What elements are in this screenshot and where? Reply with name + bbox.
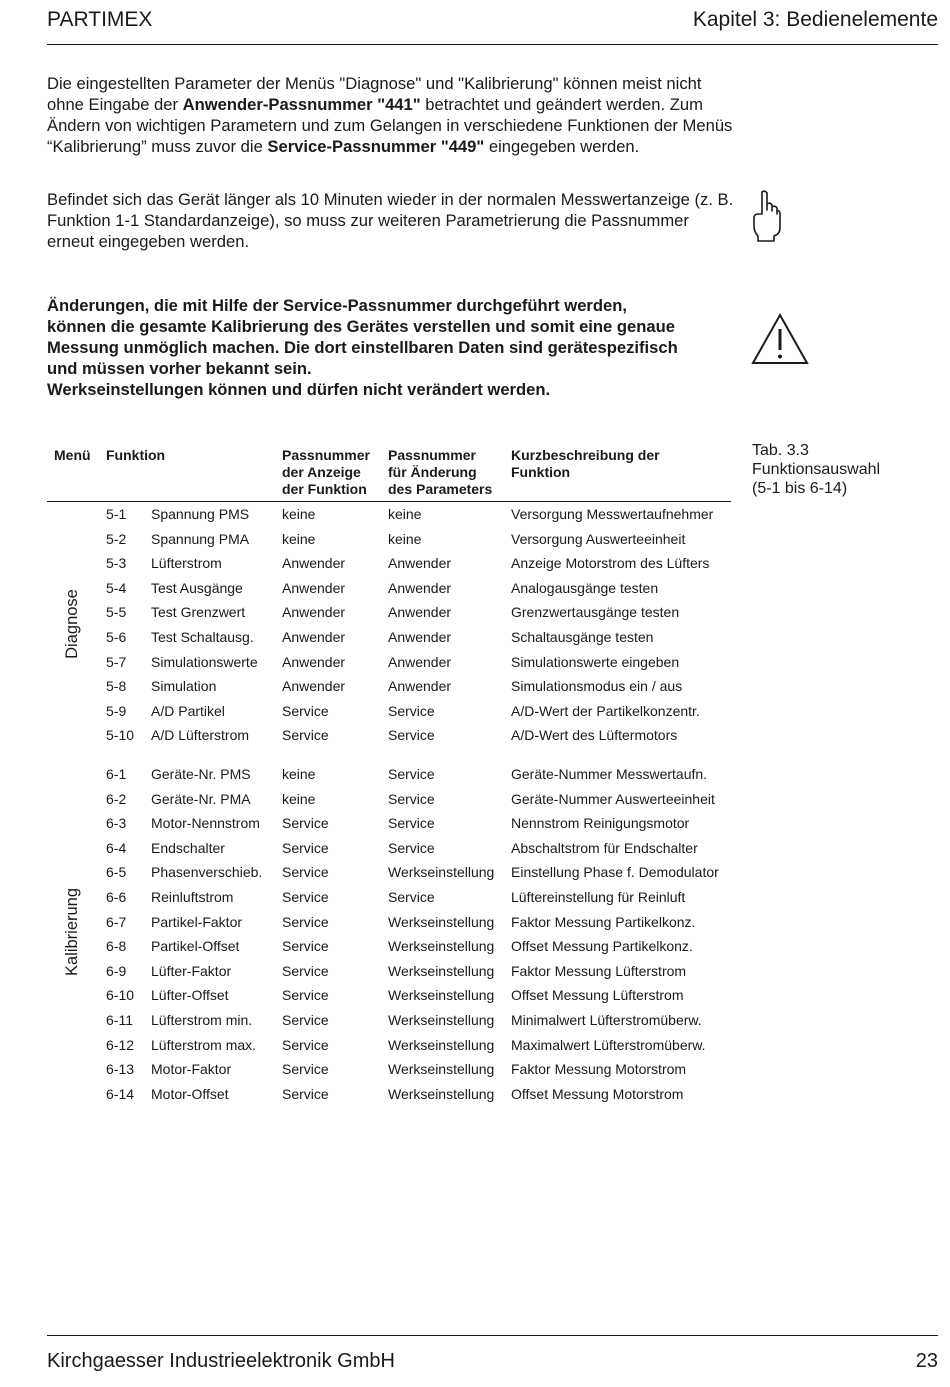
- table-cell: Offset Messung Lüfterstrom: [511, 987, 684, 1004]
- table-cell: Anwender: [282, 555, 346, 572]
- table-cell: 6-13: [106, 1061, 135, 1078]
- table-cell: Service: [282, 1085, 329, 1102]
- page-header: [47, 8, 938, 45]
- header-description: [511, 447, 660, 481]
- header-line: Kurzbeschreibung der: [511, 447, 660, 463]
- table-cell: Anwender: [388, 579, 452, 596]
- table-cell: Service: [282, 889, 329, 905]
- table-cell: Offset Messung Motorstrom: [511, 1085, 684, 1102]
- table-cell: Motor-Faktor: [151, 1061, 232, 1078]
- table-cell: Anwender: [282, 678, 346, 695]
- table-cell: 6-3: [106, 815, 127, 832]
- table-cell: Service: [282, 962, 329, 979]
- table-cell: A/D-Wert des Lüftermotors: [511, 727, 678, 744]
- warning-text: [47, 295, 747, 400]
- table-cell: Geräte-Nr. PMA: [151, 790, 251, 807]
- page-footer: [47, 1335, 938, 1381]
- table-cell: 6-5: [106, 864, 127, 881]
- header-line: der Anzeige: [282, 464, 361, 480]
- table-cell: keine: [282, 506, 316, 522]
- intro-text-2: betrachtet und geändert werden. Zum Ändern von wichtigen Parametern und zum Gelangen in verschiedene Funktionen der Menüs “Kalibrierung” muss zuvor die: [47, 95, 733, 156]
- caption-line: Funktionsauswahl: [752, 461, 881, 478]
- warning-triangle-icon: [750, 312, 810, 366]
- table-cell: Service: [282, 913, 329, 930]
- table-cell: Test Ausgänge: [151, 579, 243, 596]
- table-cell: Simulation: [151, 678, 217, 695]
- timeout-paragraph: Befindet sich das Gerät länger als 10 Minuten wieder in der normalen Messwertanzeige (z. B. Funktion 1-1 Standardanzeige), so muss zur weiteren Parametrierung die Passnummer erneut eingegeben werden.: [47, 190, 734, 251]
- header-function: Funktion: [106, 447, 166, 463]
- table-cell: keine: [282, 530, 316, 547]
- table-cell: Grenzwertausgänge testen: [511, 604, 680, 621]
- table-cell: 6-12: [106, 1036, 135, 1053]
- table-cell: keine: [282, 766, 316, 782]
- table-cell: 6-2: [106, 790, 127, 807]
- table-cell: Test Grenzwert: [151, 604, 246, 621]
- table-cell: Lüfterstrom min.: [151, 1012, 253, 1028]
- table-cell: 6-10: [106, 987, 135, 1004]
- table-cell: Lüftereinstellung für Reinluft: [511, 889, 686, 905]
- table-cell: Analogausgänge testen: [511, 579, 659, 596]
- table-cell: Partikel-Offset: [151, 938, 240, 955]
- table-cell: 6-11: [106, 1012, 133, 1028]
- table-cell: Motor-Offset: [151, 1085, 229, 1102]
- warning-line: und müssen vorher bekannt sein.: [47, 359, 312, 378]
- table-caption: [752, 441, 880, 498]
- user-passcode: Anwender-Passnummer "441": [182, 95, 421, 114]
- table-cell: 5-6: [106, 629, 127, 645]
- intro-paragraph: [47, 73, 737, 157]
- service-passcode: Service-Passnummer "449": [267, 137, 485, 156]
- table-cell: Anwender: [388, 629, 452, 645]
- header-line: Funktion: [511, 464, 571, 480]
- header-line: der Funktion: [282, 481, 367, 497]
- table-cell: 6-14: [106, 1085, 135, 1102]
- table-cell: Service: [388, 790, 435, 807]
- table-cell: 5-5: [106, 604, 127, 621]
- table-cell: Lüfterstrom max.: [151, 1036, 257, 1053]
- header-line: für Änderung: [388, 464, 477, 480]
- page-number: 23: [915, 1350, 938, 1372]
- header-brand: PARTIMEX: [47, 8, 153, 31]
- warning-line: Messung unmöglich machen. Die dort einstellbaren Daten sind gerätespezifisch: [47, 338, 678, 357]
- table-cell: Lüfter-Faktor: [151, 962, 232, 979]
- table-cell: Geräte-Nr. PMS: [151, 766, 251, 782]
- header-chapter: Kapitel 3: Bedienelemente: [692, 8, 938, 31]
- table-cell: Service: [388, 839, 435, 856]
- table-cell: 5-4: [106, 579, 127, 596]
- table-cell: 5-1: [106, 506, 127, 522]
- table-cell: Spannung PMS: [151, 506, 250, 522]
- table-cell: Service: [282, 727, 329, 744]
- header-line: Passnummer: [282, 447, 370, 463]
- table-cell: Nennstrom Reinigungsmotor: [511, 815, 690, 832]
- table-cell: Motor-Nennstrom: [151, 815, 260, 832]
- table-cell: Anzeige Motorstrom des Lüfters: [511, 555, 710, 572]
- table-cell: Service: [388, 815, 435, 832]
- table-cell: Lüfter-Offset: [151, 987, 229, 1004]
- warning-line: Änderungen, die mit Hilfe der Service-Passnummer durchgeführt werden,: [47, 296, 627, 315]
- table-cell: Werkseinstellung: [388, 913, 495, 930]
- table-cell: 5-8: [106, 678, 127, 695]
- table-cell: 6-4: [106, 839, 127, 856]
- table-cell: Werkseinstellung: [388, 1036, 495, 1053]
- table-cell: Anwender: [282, 604, 346, 621]
- table-cell: Werkseinstellung: [388, 962, 495, 979]
- table-cell: 5-9: [106, 702, 127, 719]
- table-cell: Geräte-Nummer Auswerteeinheit: [511, 790, 715, 807]
- table-cell: Service: [282, 815, 329, 832]
- table-cell: Service: [388, 889, 435, 905]
- header-line: des Parameters: [388, 481, 493, 497]
- table-cell: Faktor Messung Lüfterstrom: [511, 962, 687, 979]
- table-cell: Service: [282, 864, 329, 881]
- group-label-kalibrierung: Kalibrierung: [63, 887, 81, 977]
- intro-text-1: Die eingestellten Parameter der Menüs "Diagnose" und "Kalibrierung" können meist nicht ohne Eingabe der: [47, 74, 702, 114]
- table-cell: Endschalter: [151, 839, 225, 856]
- group-label-diagnose: Diagnose: [63, 589, 81, 659]
- table-cell: Anwender: [282, 579, 346, 596]
- table-cell: Service: [282, 1036, 329, 1053]
- table-cell: 5-10: [106, 727, 135, 744]
- table-cell: 6-8: [106, 938, 127, 955]
- table-cell: Faktor Messung Partikelkonz.: [511, 913, 696, 930]
- table-cell: Einstellung Phase f. Demodulator: [511, 864, 719, 881]
- table-cell: Reinluftstrom: [151, 889, 234, 905]
- table-cell: Phasenverschieb.: [151, 864, 263, 881]
- table-cell: Minimalwert Lüfterstromüberw.: [511, 1012, 702, 1028]
- table-cell: 6-1: [106, 766, 127, 782]
- table-cell: Faktor Messung Motorstrom: [511, 1061, 687, 1078]
- table-cell: A/D Partikel: [151, 702, 225, 719]
- header-change-passcode: [388, 447, 492, 498]
- header-line: Passnummer: [388, 447, 476, 463]
- table-cell: keine: [388, 506, 422, 522]
- header-display-passcode: [282, 447, 370, 498]
- table-cell: A/D Lüfterstrom: [151, 727, 250, 744]
- table-cell: 6-6: [106, 889, 127, 905]
- table-cell: Test Schaltausg.: [151, 629, 254, 645]
- table-cell: Service: [282, 702, 329, 719]
- table-cell: Service: [388, 702, 435, 719]
- table-cell: 6-7: [106, 913, 127, 930]
- table-cell: Service: [388, 727, 435, 744]
- table-cell: Werkseinstellung: [388, 1061, 495, 1078]
- table-cell: Werkseinstellung: [388, 864, 495, 881]
- table-cell: Werkseinstellung: [388, 1085, 495, 1102]
- table-cell: Partikel-Faktor: [151, 913, 243, 930]
- table-cell: 5-2: [106, 530, 127, 547]
- table-cell: Werkseinstellung: [388, 987, 495, 1004]
- table-cell: Anwender: [388, 604, 452, 621]
- table-cell: Werkseinstellung: [388, 938, 495, 955]
- caption-line: Tab. 3.3: [752, 442, 809, 459]
- table-header-rule: [47, 501, 731, 502]
- table-cell: 6-9: [106, 962, 127, 979]
- table-cell: keine: [282, 790, 316, 807]
- table-cell: Anwender: [388, 653, 452, 670]
- table-cell: Service: [282, 938, 329, 955]
- table-cell: keine: [388, 530, 422, 547]
- footer-company: Kirchgaesser Industrieelektronik GmbH: [47, 1350, 395, 1372]
- table-cell: Service: [282, 839, 329, 856]
- warning-line: können die gesamte Kalibrierung des Gerätes verstellen und somit eine genaue: [47, 317, 675, 336]
- table-cell: Versorgung Messwertaufnehmer: [511, 506, 714, 522]
- table-cell: Simulationswerte: [151, 653, 258, 670]
- table-cell: Versorgung Auswerteeinheit: [511, 530, 686, 547]
- intro-text-3: eingegeben werden.: [484, 137, 640, 156]
- table-cell: Schaltausgänge testen: [511, 629, 654, 645]
- table-cell: Werkseinstellung: [388, 1012, 495, 1028]
- header-menu: Menü: [54, 447, 91, 463]
- table-cell: Anwender: [388, 555, 452, 572]
- pointing-hand-icon: [750, 190, 782, 242]
- table-cell: Geräte-Nummer Messwertaufn.: [511, 766, 708, 782]
- table-cell: Simulationsmodus ein / aus: [511, 678, 683, 695]
- table-cell: 5-3: [106, 555, 127, 572]
- warning-line: Werkseinstellungen können und dürfen nicht verändert werden.: [47, 380, 551, 399]
- table-cell: Anwender: [388, 678, 452, 695]
- table-cell: Anwender: [282, 629, 346, 645]
- table-cell: Maximalwert Lüfterstromüberw.: [511, 1036, 706, 1053]
- table-cell: Lüfterstrom: [151, 555, 222, 572]
- table-cell: Anwender: [282, 653, 346, 670]
- table-cell: 5-7: [106, 653, 127, 670]
- table-cell: Service: [282, 1012, 329, 1028]
- table-cell: Service: [388, 766, 435, 782]
- table-cell: Simulationswerte eingeben: [511, 653, 680, 670]
- table-cell: Offset Messung Partikelkonz.: [511, 938, 693, 955]
- table-cell: Spannung PMA: [151, 530, 250, 547]
- table-cell: A/D-Wert der Partikelkonzentr.: [511, 702, 700, 719]
- table-cell: Abschaltstrom für Endschalter: [511, 839, 698, 856]
- caption-line: (5-1 bis 6-14): [752, 480, 848, 497]
- table-cell: Service: [282, 1061, 329, 1078]
- table-cell: Service: [282, 987, 329, 1004]
